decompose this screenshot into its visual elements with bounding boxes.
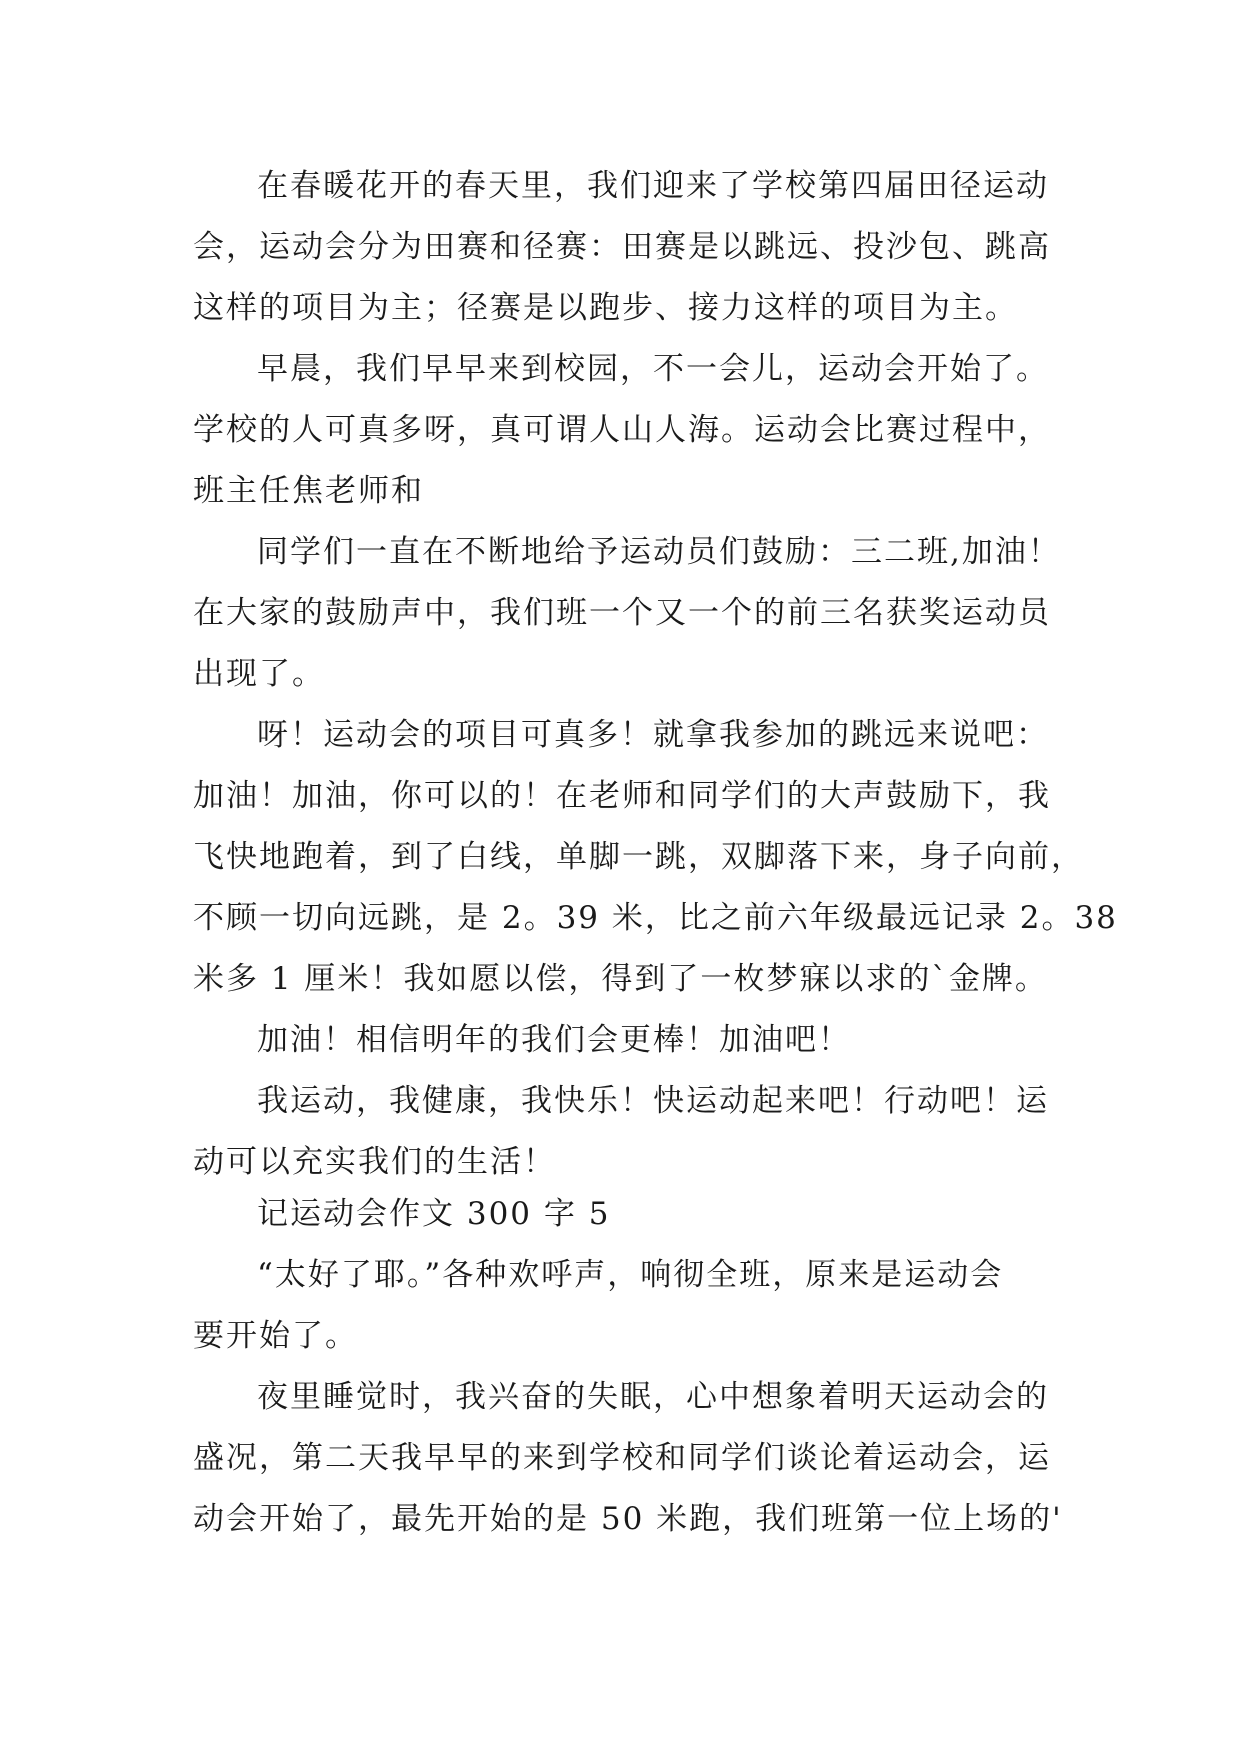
essay-title: 记运动会作文 300 字 5 bbox=[257, 1196, 611, 1232]
text-line: 这样的项目为主；径赛是以跑步、接力这样的项目为主。 bbox=[193, 290, 1018, 326]
text-line: 夜里睡觉时，我兴奋的失眠，心中想象着明天运动会的 bbox=[257, 1379, 1049, 1415]
text-line: 同学们一直在不断地给予运动员们鼓励：三二班,加油！ bbox=[257, 534, 1061, 570]
text-line: 我运动，我健康，我快乐！快运动起来吧！行动吧！运 bbox=[257, 1083, 1049, 1119]
text-line: 在大家的鼓励声中，我们班一个又一个的前三名获奖运动员 bbox=[193, 595, 1051, 631]
text-line: 加油！相信明年的我们会更棒！加油吧！ bbox=[257, 1022, 851, 1058]
text-line: 会，运动会分为田赛和径赛：田赛是以跳远、投沙包、跳高 bbox=[193, 229, 1051, 265]
text-line: 呀！运动会的项目可真多！就拿我参加的跳远来说吧： bbox=[257, 717, 1049, 753]
text-line: 出现了。 bbox=[193, 656, 325, 692]
essay-section-2 bbox=[193, 1184, 1063, 1550]
text-line: 盛况，第二天我早早的来到学校和同学们谈论着运动会，运 bbox=[193, 1440, 1051, 1476]
text-line: 要开始了。 bbox=[193, 1318, 358, 1354]
text-line: 动可以充实我们的生活！ bbox=[193, 1144, 556, 1180]
text-line: 学校的人可真多呀，真可谓人山人海。运动会比赛过程中， bbox=[193, 412, 1051, 448]
text-line: “太好了耶。”各种欢呼声，响彻全班，原来是运动会 bbox=[257, 1257, 1004, 1293]
text-line: 班主任焦老师和 bbox=[193, 473, 424, 509]
text-line: 动会开始了，最先开始的是 50 米跑，我们班第一位上场的' bbox=[193, 1501, 1063, 1537]
text-line: 飞快地跑着，到了白线，单脚一跳，双脚落下来，身子向前， bbox=[193, 839, 1084, 875]
essay-body-part-1 bbox=[193, 156, 1118, 1193]
text-line: 在春暖花开的春天里，我们迎来了学校第四届田径运动 bbox=[257, 168, 1049, 204]
text-line: 早晨，我们早早来到校园，不一会儿，运动会开始了。 bbox=[257, 351, 1049, 387]
text-line: 米多 1 厘米！我如愿以偿，得到了一枚梦寐以求的`金牌。 bbox=[193, 961, 1048, 997]
text-line: 加油！加油，你可以的！在老师和同学们的大声鼓励下，我 bbox=[193, 778, 1051, 814]
text-line: 不顾一切向远跳，是 2。39 米，比之前六年级最远记录 2。38 bbox=[193, 900, 1118, 936]
